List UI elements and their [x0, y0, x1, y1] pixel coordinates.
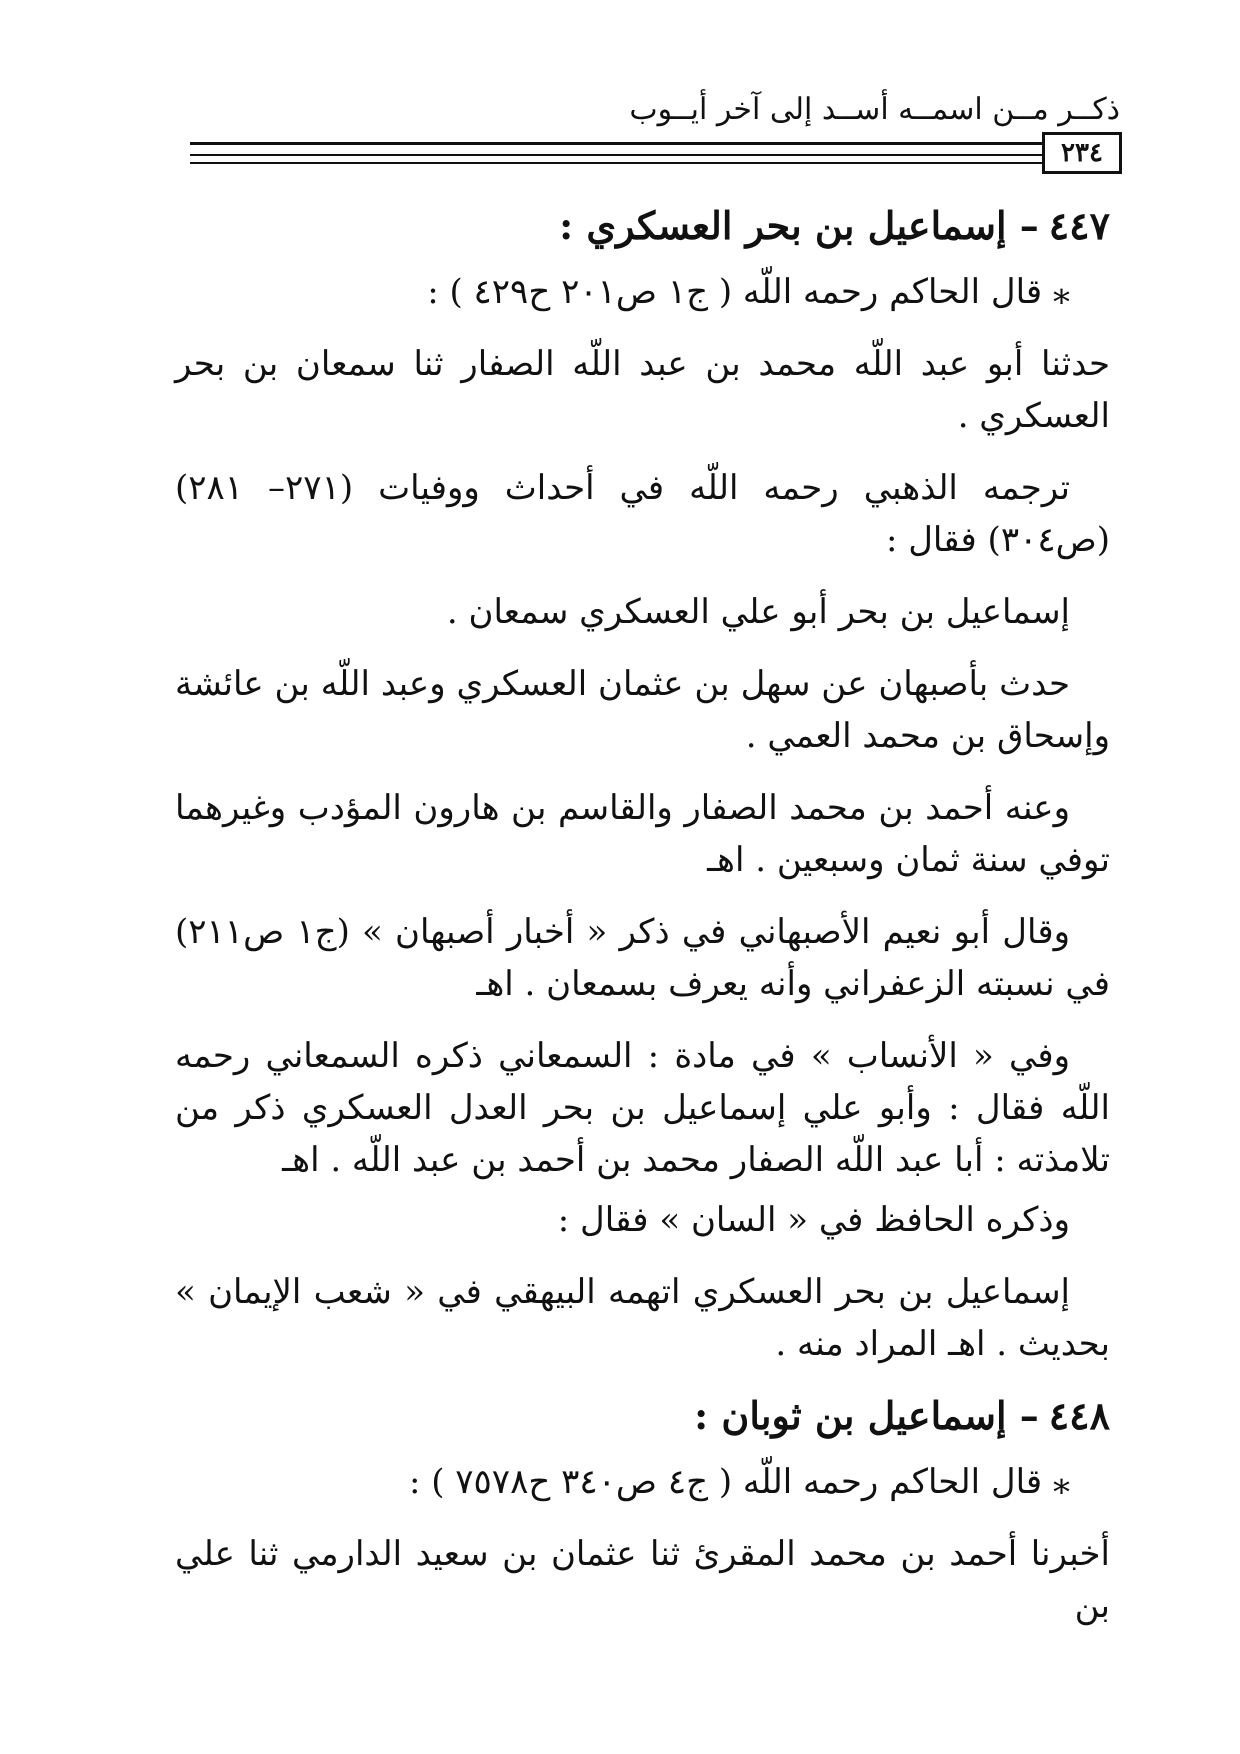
entry-heading-448	[175, 1390, 1110, 1442]
header-rule-middle	[190, 154, 1058, 156]
paragraph: وقال أبو نعيم الأصبهاني في ذكر « أخبار أصبهان » (ج١ ص٢١١) في نسبته الزعفراني وأنه يعرف بسمعان . اهـ	[175, 912, 1110, 1004]
entry-title: – إسماعيل بن ثوبان :	[694, 1393, 1039, 1438]
paragraph: إسماعيل بن بحر أبو علي العسكري سمعان .	[446, 592, 1070, 632]
entry-title: – إسماعيل بن بحر العسكري :	[559, 203, 1039, 248]
paragraph: ⁎ قال الحاكم رحمه اللّه ( ج٤ ص٣٤٠ ح٧٥٧٨ ) :	[408, 1462, 1070, 1502]
paragraph: إسماعيل بن بحر العسكري اتهمه البيهقي في « شعب الإيمان » بحديث . اهـ المراد منه .	[175, 1272, 1110, 1364]
paragraph: حدث بأصبهان عن سهل بن عثمان العسكري وعبد اللّه بن عائشة وإسحاق بن محمد العمي .	[175, 664, 1110, 756]
paragraph: ترجمه الذهبي رحمه اللّه في أحداث ووفيات (٢٧١– ٢٨١) (ص٣٠٤) فقال :	[175, 468, 1110, 560]
paragraph: حدثنا أبو عبد اللّه محمد بن عبد اللّه الصفار ثنا سمعان بن بحر العسكري .	[175, 344, 1110, 436]
paragraph: وعنه أحمد بن محمد الصفار والقاسم بن هارون المؤدب وغيرهما توفي سنة ثمان وسبعين . اهـ	[175, 788, 1110, 880]
header-rule-bottom	[190, 162, 1058, 164]
running-title: ذكــر مــن اسمــه أســد إلى آخر أيــوب	[629, 92, 1120, 127]
paragraph: أخبرنا أحمد بن محمد المقرئ ثنا عثمان بن سعيد الدارمي ثنا علي بن	[175, 1534, 1110, 1626]
page-number: ٢٣٤	[1042, 132, 1122, 174]
paragraph: ⁎ قال الحاكم رحمه اللّه ( ج١ ص٢٠١ ح٤٢٩ ) :	[427, 272, 1070, 312]
paragraph: وذكره الحافظ في « السان » فقال :	[557, 1200, 1070, 1240]
paragraph: وفي « الأنساب » في مادة : السمعاني ذكره السمعاني رحمه اللّه فقال : وأبو علي إسماعيل بن بحر العدل العسكري ذكر من تلامذته : أبا عبد اللّه الصفار محمد بن أحمد بن عبد اللّه . اهـ	[175, 1036, 1110, 1180]
page-body	[175, 200, 1110, 1652]
header-rule-top	[190, 142, 1058, 145]
entry-number: ٤٤٨	[1048, 1393, 1110, 1438]
entry-number: ٤٤٧	[1048, 203, 1110, 248]
entry-heading-447	[175, 200, 1110, 252]
